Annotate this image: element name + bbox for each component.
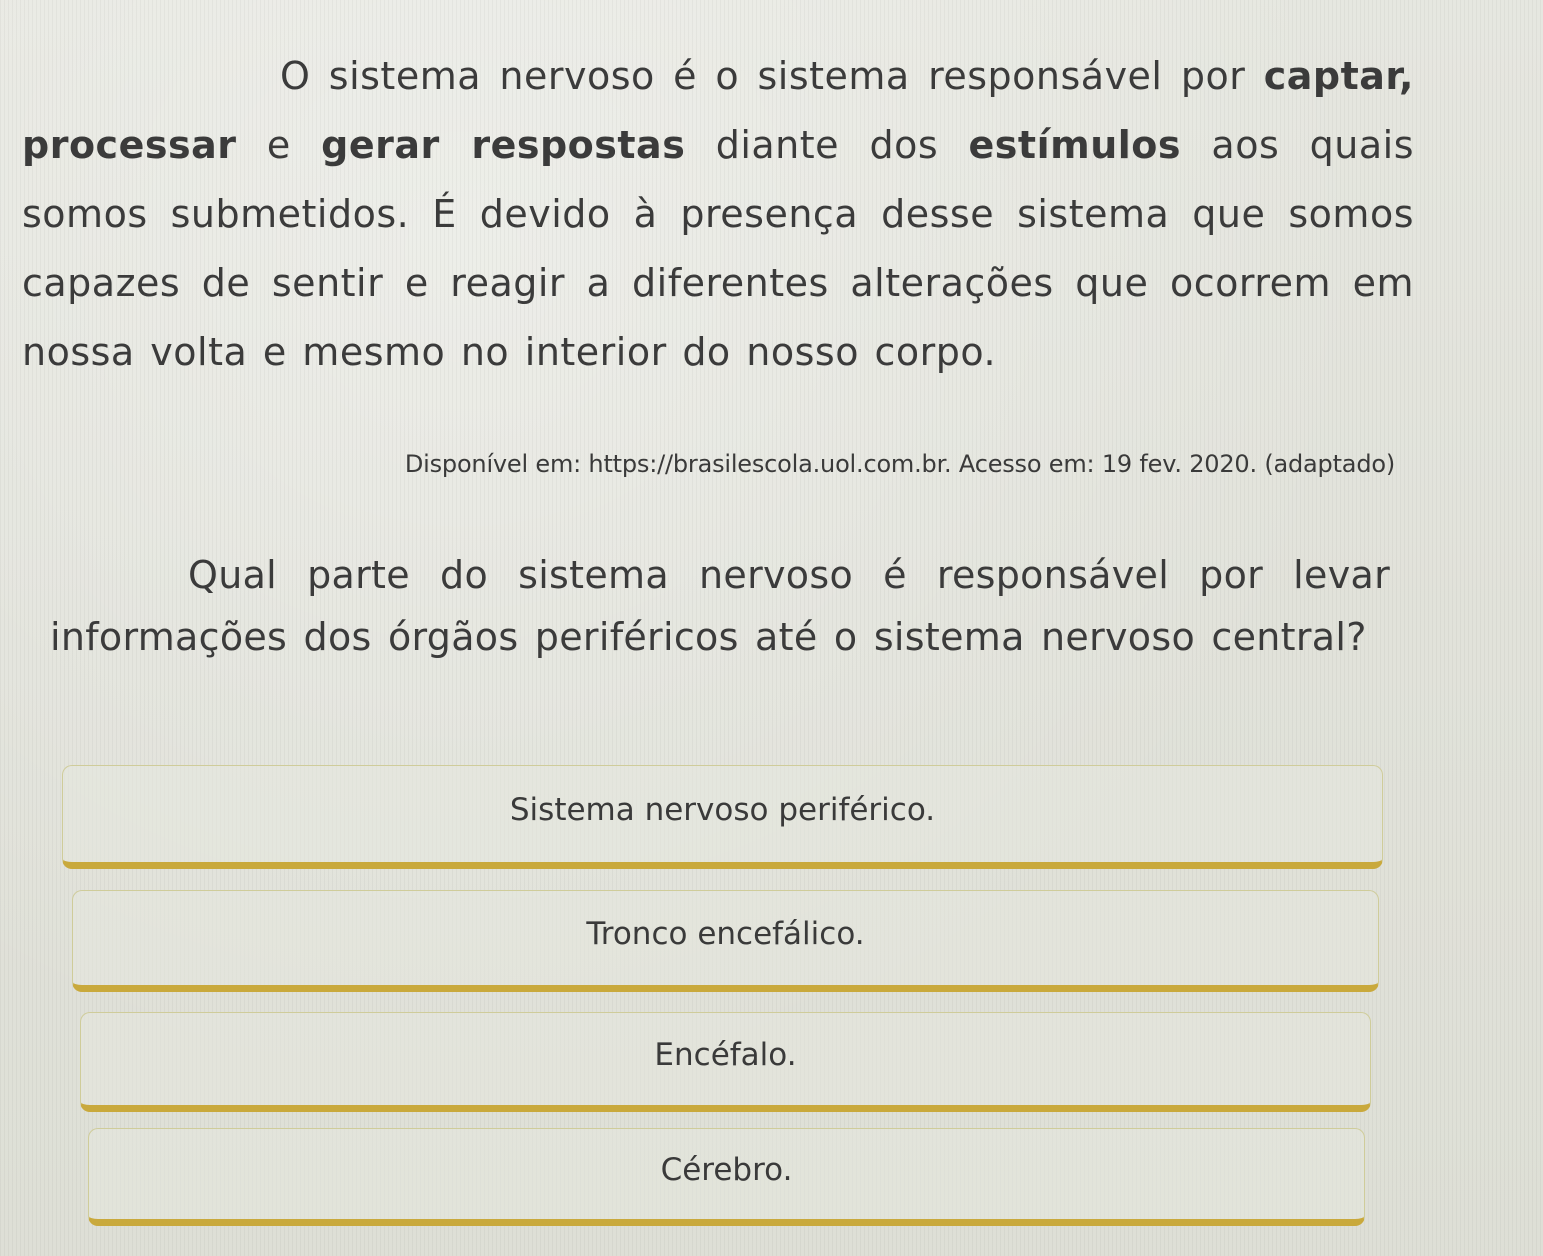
- answer-option-c[interactable]: [80, 1012, 1371, 1112]
- passage-text: [22, 42, 1414, 387]
- answer-option-label: Sistema nervoso periférico.: [509, 792, 936, 828]
- passage-rest: aos quais somos submetidos. É devido à presença desse sistema que somos capazes de sentir e reagir a diferentes alterações que ocorrem em nossa volta e mesmo no interior do nosso corpo.: [22, 123, 1415, 374]
- answer-option-d[interactable]: [88, 1128, 1365, 1226]
- question-text: [50, 544, 1390, 668]
- passage-bold-1: captar, processar: [22, 54, 1414, 167]
- answer-option-b[interactable]: [72, 890, 1379, 992]
- answer-option-a[interactable]: [62, 765, 1383, 869]
- passage-mid-1: e: [236, 123, 322, 167]
- question-prompt: Qual parte do sistema nervoso é responsável por levar informações dos órgãos periféricos até o sistema nervoso central?: [50, 553, 1390, 659]
- passage-bold-2: gerar respostas: [321, 123, 686, 167]
- answer-option-label: Encéfalo.: [654, 1037, 797, 1073]
- passage-intro: O sistema nervoso é o sistema responsável por: [280, 54, 1264, 98]
- passage-mid-2: diante dos: [685, 123, 969, 167]
- answer-option-label: Cérebro.: [660, 1152, 793, 1188]
- passage-bold-3: estímulos: [968, 123, 1182, 167]
- passage-paragraph: [22, 42, 1414, 387]
- source-citation: Disponível em: https://brasilescola.uol.com.br. Acesso em: 19 fev. 2020. (adaptado): [404, 450, 1395, 478]
- answer-option-label: Tronco encefálico.: [586, 916, 865, 952]
